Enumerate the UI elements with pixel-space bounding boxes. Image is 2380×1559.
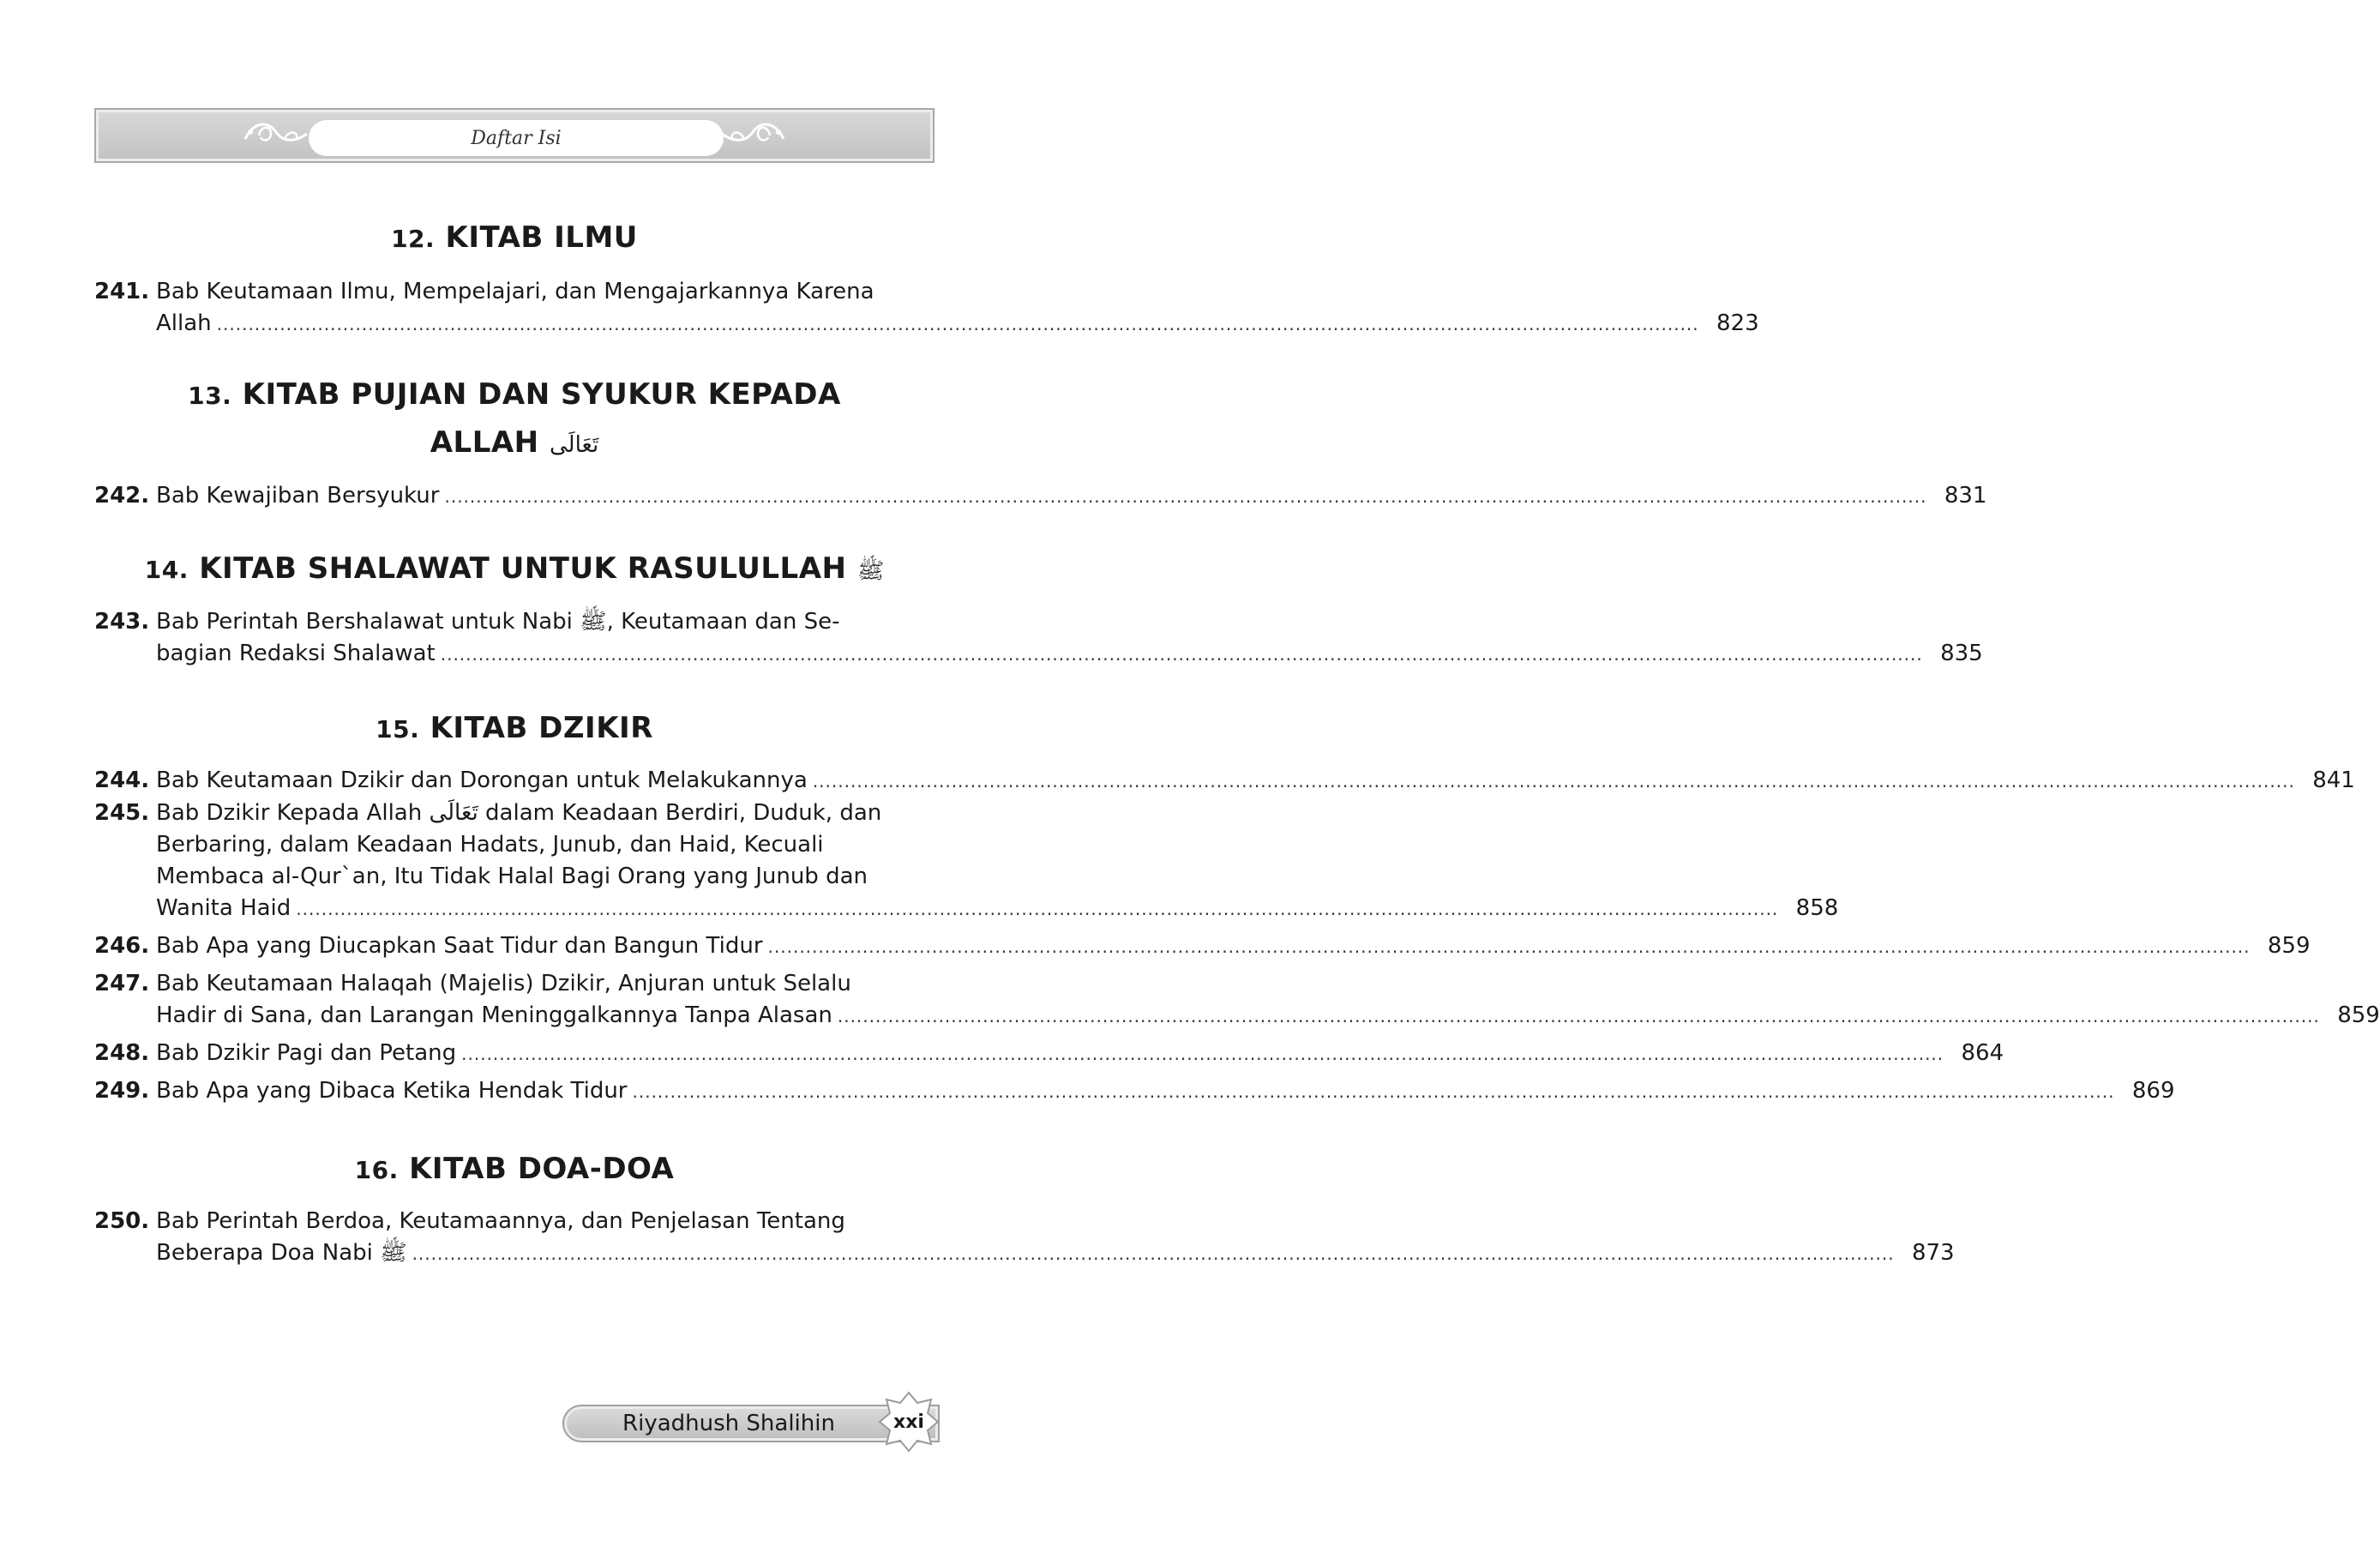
table-of-contents bbox=[94, 214, 2380, 1270]
page-number: 873 bbox=[1911, 1240, 1955, 1266]
toc-entry[interactable]: 243. Bab Perintah Bershalawat untuk Nabi ﷺ, Keutamaan dan Se- bagian Redaksi Shalawat ..... 835 bbox=[94, 606, 935, 671]
chapter-heading: 16. KITAB DOA-DOA bbox=[354, 1152, 675, 1186]
toc-entry[interactable]: 250. Bab Perintah Berdoa, Keutamaannya, dan Penjelasan Tentang Beberapa Doa Nabi ﷺ ..... 873 bbox=[94, 1206, 935, 1270]
page-number: 869 bbox=[2131, 1078, 2175, 1104]
page-number-badge: xxi bbox=[893, 1411, 924, 1433]
page-number: 859 bbox=[2267, 933, 2311, 959]
header-title: Daftar Isi bbox=[471, 127, 562, 149]
toc-entry[interactable]: 246. Bab Apa yang Diucapkan Saat Tidur dan Bangun Tidur ..... 859 bbox=[94, 930, 935, 963]
chapter-heading: 14. KITAB SHALAWAT UNTUK RASULULLAH ﷺ bbox=[144, 551, 885, 586]
toc-entry[interactable]: 249. Bab Apa yang Dibaca Ketika Hendak Tidur ..... 869 bbox=[94, 1075, 935, 1108]
toc-entry[interactable]: 242. Bab Kewajiban Bersyukur ..... 831 bbox=[94, 480, 935, 513]
toc-entry[interactable]: 248. Bab Dzikir Pagi dan Petang ..... 864 bbox=[94, 1038, 935, 1070]
book-title: Riyadhush Shalihin bbox=[622, 1411, 835, 1436]
page-number: 835 bbox=[1940, 641, 1983, 666]
header-title-pill bbox=[309, 120, 724, 156]
page-number: 841 bbox=[2312, 767, 2355, 793]
page-number: 858 bbox=[1795, 895, 1839, 921]
chapter-heading: 12. KITAB ILMU bbox=[391, 220, 638, 255]
honorific-glyph: ﷺ bbox=[856, 558, 885, 584]
page-number: 859 bbox=[2337, 1002, 2380, 1028]
floral-ornament-icon bbox=[718, 113, 787, 158]
chapter-heading: 15. KITAB DZIKIR bbox=[376, 711, 653, 745]
honorific-glyph: تَعَالَى bbox=[549, 432, 599, 458]
toc-entry[interactable]: 245. Bab Dzikir Kepada Allah تَعَالَى dalam Keadaan Berdiri, Duduk, dan Berbaring, dalam Keadaan Hadats, Junub, dan Haid, Kecuali Membaca al-Qur`an, Itu Tidak Halal Bagi Orang yang Junub dan Wanita Haid ..... 858 bbox=[94, 798, 935, 925]
page-number: 831 bbox=[1944, 483, 1987, 509]
floral-ornament-icon bbox=[242, 113, 310, 158]
toc-entry[interactable]: 241. Bab Keutamaan Ilmu, Mempelajari, dan Mengajarkannya Karena Allah ..... 823 bbox=[94, 276, 935, 340]
chapter-heading: 13. KITAB PUJIAN DAN SYUKUR KEPADA ALLAH تَعَالَى bbox=[188, 377, 841, 460]
toc-entry[interactable]: 244. Bab Keutamaan Dzikir dan Dorongan untuk Melakukannya ..... 841 bbox=[94, 765, 935, 798]
page-number: 864 bbox=[1961, 1040, 2004, 1066]
toc-entry[interactable]: 247. Bab Keutamaan Halaqah (Majelis) Dzikir, Anjuran untuk Selalu Hadir di Sana, dan Larangan Meninggalkannya Tanpa Alasan ..... 859 bbox=[94, 968, 935, 1032]
page-number: 823 bbox=[1716, 310, 1759, 336]
